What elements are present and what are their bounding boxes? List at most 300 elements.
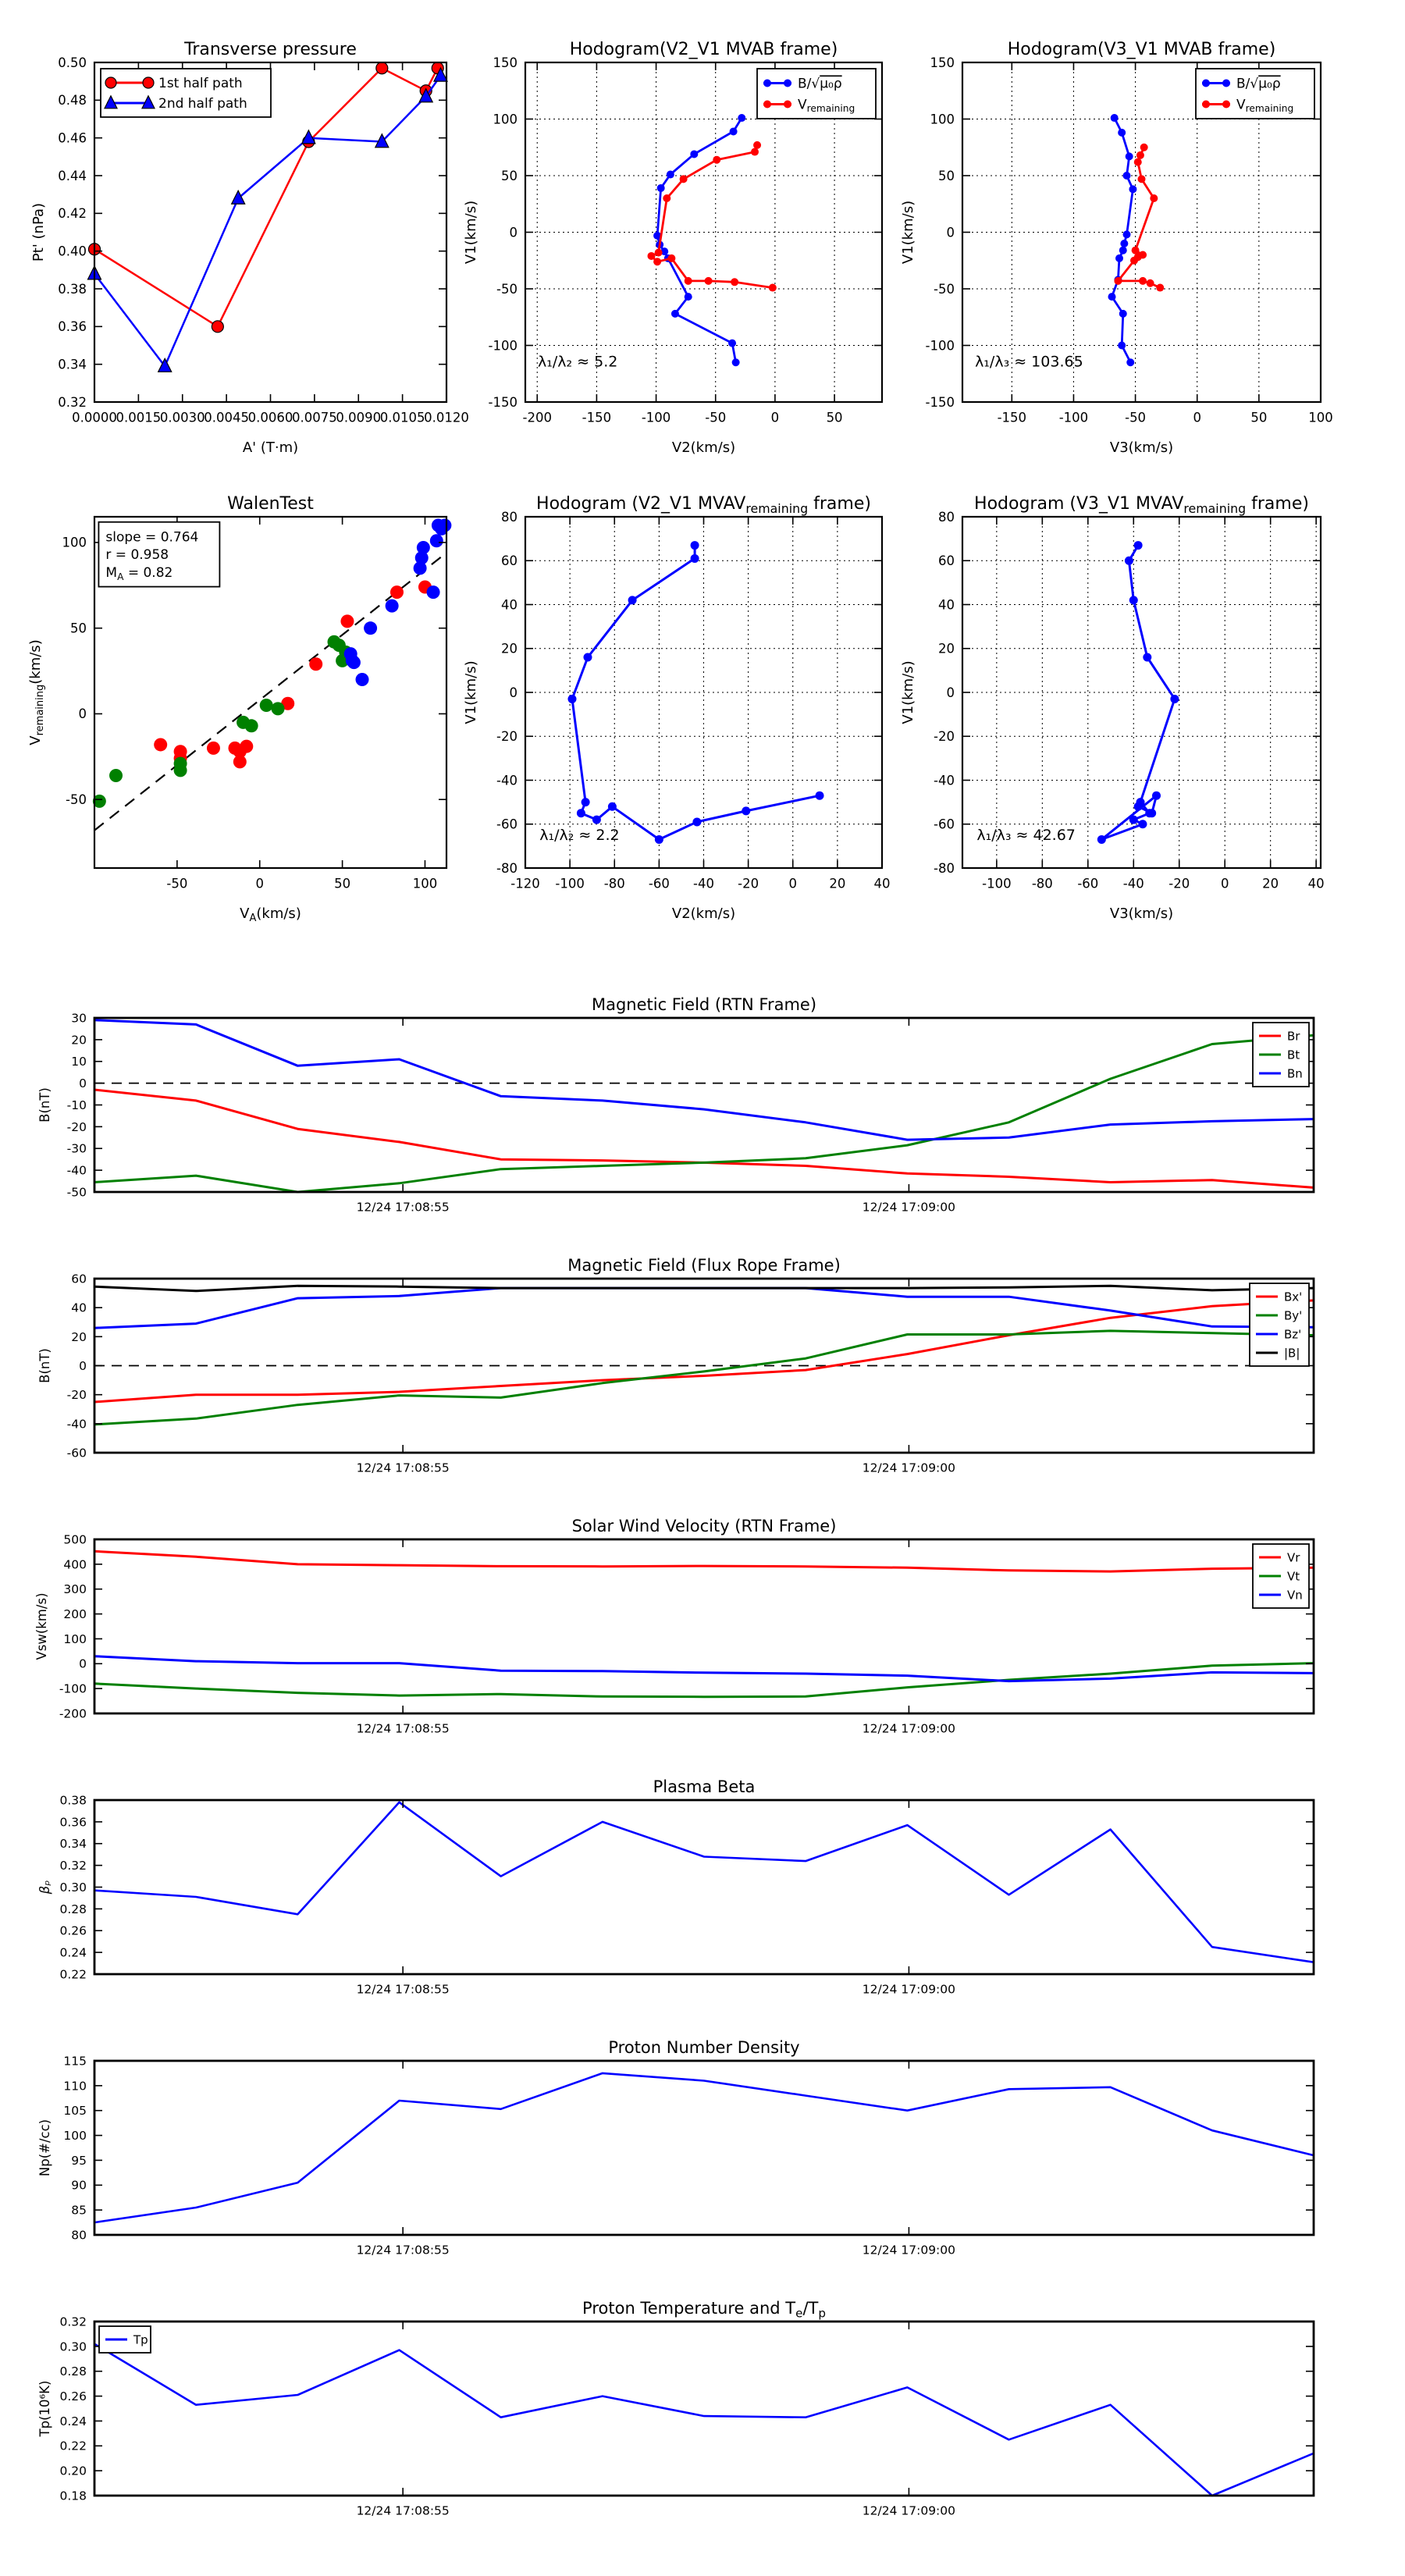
marker-dot <box>671 310 679 318</box>
y-tick-label: 95 <box>71 2153 87 2168</box>
y-axis-label: B(nT) <box>37 1348 52 1383</box>
series-b-sqrt-mu0rho <box>653 114 745 366</box>
y-tick-label: 0.34 <box>58 357 87 372</box>
marker-dot <box>1147 809 1156 817</box>
marker-dot <box>1108 293 1116 301</box>
x-tick-label: -150 <box>997 410 1027 425</box>
y-axis-label: Vsw(km/s) <box>34 1592 49 1660</box>
x-tick-label: 0.0090 <box>336 410 382 425</box>
marker-dot <box>1125 557 1133 565</box>
marker-dot <box>769 284 777 292</box>
marker-dot <box>567 695 576 703</box>
marker-dot <box>728 340 736 347</box>
series-line <box>94 2344 1314 2496</box>
y-axis-label: $V_{remaining}(km/s)$ <box>27 639 46 745</box>
y-tick-label: 0 <box>509 225 518 240</box>
y-axis-label: Pt' (nPa) <box>30 202 47 262</box>
y-tick-label: 100 <box>62 535 87 550</box>
x-axis-label: V2(km/s) <box>671 439 736 456</box>
series-line <box>94 1090 1314 1187</box>
annotation-text: r = 0.958 <box>105 547 169 564</box>
series-br <box>94 1090 1314 1187</box>
y-tick-label: 0 <box>78 706 87 722</box>
marker-dot <box>582 798 590 806</box>
y-tick-label: 50 <box>70 621 87 636</box>
y-tick-label: 0.44 <box>58 168 87 183</box>
marker-dot <box>1202 80 1210 87</box>
series-hodogram-line <box>1097 541 1179 844</box>
x-tick-label: -200 <box>522 410 552 425</box>
marker-dot <box>1115 254 1123 262</box>
marker-dot <box>1170 695 1179 703</box>
y-tick-label: -50 <box>496 281 518 297</box>
marker-dot <box>438 518 451 532</box>
y-tick-label: -100 <box>488 338 518 354</box>
y-tick-label: 0.20 <box>59 2464 87 2478</box>
y-tick-label: 400 <box>63 1557 87 1572</box>
marker-dot <box>690 150 698 158</box>
x-tick-label: 0.0060 <box>247 410 293 425</box>
y-tick-label: 100 <box>493 112 518 127</box>
legend-label: B/√μ₀ρ <box>798 76 842 92</box>
x-tick-label: 0.0120 <box>424 410 469 425</box>
marker-dot <box>240 740 253 753</box>
series-line <box>94 1802 1314 1962</box>
marker-dot <box>816 792 824 800</box>
marker-dot <box>1129 185 1136 193</box>
y-tick-label: 0.24 <box>59 2414 87 2428</box>
y-tick-label: 40 <box>938 597 955 613</box>
marker-dot <box>260 699 273 712</box>
chart-hodogram-v2v1-mvab <box>463 40 882 456</box>
y-tick-label: 50 <box>938 168 955 183</box>
marker-dot <box>680 175 688 183</box>
series-by-prime <box>94 1331 1314 1425</box>
y-tick-label: 20 <box>938 641 955 656</box>
series-vt <box>94 1663 1314 1697</box>
marker-dot <box>272 702 285 715</box>
annotation-text: λ₁/λ₃ ≈ 103.65 <box>975 353 1083 371</box>
legend-label: Bn <box>1287 1066 1303 1081</box>
y-tick-label: 0.18 <box>59 2489 87 2503</box>
marker-dot <box>655 835 663 844</box>
annotation-text: λ₁/λ₂ ≈ 2.2 <box>539 827 620 844</box>
y-tick-label: 300 <box>63 1582 87 1597</box>
marker-dot <box>390 585 404 599</box>
y-tick-label: 0.30 <box>59 2339 87 2354</box>
marker-dot <box>1129 816 1138 824</box>
x-tick-label: 0 <box>255 876 264 891</box>
y-tick-label: -60 <box>496 817 518 832</box>
annotation <box>975 353 1083 370</box>
y-tick-label: 20 <box>71 1329 87 1344</box>
y-tick-label: 0.26 <box>59 2389 87 2403</box>
chart-transverse-pressure <box>30 40 469 456</box>
legend-label: Tp <box>133 2332 148 2347</box>
y-tick-label: 80 <box>938 509 955 525</box>
marker-dot <box>731 278 738 286</box>
marker-dot <box>1118 129 1126 137</box>
legend-label: Vt <box>1287 1569 1300 1584</box>
y-tick-label: 10 <box>71 1055 87 1069</box>
marker-dot <box>1132 247 1140 254</box>
legend-label: Bz' <box>1284 1327 1302 1342</box>
series-np <box>94 2073 1314 2222</box>
marker-dot <box>1156 284 1164 292</box>
y-tick-label: -40 <box>66 1417 87 1432</box>
x-axis-label: $V_A(km/s)$ <box>240 906 301 924</box>
chart-title: Proton Temperature and $T_e/T_p$ <box>582 2299 826 2321</box>
y-tick-label: 20 <box>71 1033 87 1048</box>
series-bx-prime <box>94 1300 1314 1402</box>
x-tick-label: 20 <box>1262 876 1279 891</box>
y-tick-label: 100 <box>930 112 955 127</box>
x-tick-label: 0 <box>788 876 797 891</box>
marker-dot <box>340 614 354 628</box>
x-tick-label: 12/24 17:09:00 <box>862 1721 956 1736</box>
series-line <box>94 1331 1314 1425</box>
chart-title: Hodogram (V2_V1 $MVAV_{remaining}$ frame) <box>536 494 871 516</box>
x-tick-label: -20 <box>1168 876 1190 891</box>
marker-dot <box>583 653 592 662</box>
x-tick-label: 0.0075 <box>292 410 337 425</box>
marker-dot <box>732 358 740 366</box>
marker-dot <box>663 194 670 202</box>
y-tick-label: 0.32 <box>58 394 87 410</box>
y-tick-label: -20 <box>66 1119 87 1134</box>
x-tick-label: 0.0000 <box>72 410 117 425</box>
y-tick-label: 0.38 <box>58 281 87 297</box>
marker-dot <box>1130 257 1138 265</box>
marker-dot <box>691 554 699 563</box>
marker-dot <box>1119 247 1127 254</box>
marker-dot <box>1202 101 1210 109</box>
ticks <box>94 1800 1314 1974</box>
marker-dot <box>1138 175 1146 183</box>
marker-circle <box>105 77 116 88</box>
y-tick-label: -40 <box>496 773 518 788</box>
y-tick-label: -150 <box>925 394 955 410</box>
marker-dot <box>1114 277 1122 285</box>
series-beta-p <box>94 1802 1314 1962</box>
marker-dot <box>1222 101 1230 109</box>
series-vr <box>94 1551 1314 1571</box>
x-axis-label: V2(km/s) <box>671 906 736 922</box>
y-axis-label: Tp(10⁶K) <box>37 2380 52 2437</box>
marker-dot <box>1129 596 1138 604</box>
y-tick-label: 0.28 <box>59 2364 87 2379</box>
y-tick-label: -150 <box>488 394 518 410</box>
annotation-text: slope = 0.764 <box>105 529 199 546</box>
y-tick-label: -100 <box>59 1681 87 1696</box>
series-bt <box>94 1035 1314 1192</box>
marker-dot <box>1140 144 1148 151</box>
marker-dot <box>592 816 601 824</box>
x-tick-label: 0.0015 <box>116 410 162 425</box>
x-tick-label: 0.0030 <box>159 410 205 425</box>
x-tick-label: -150 <box>582 410 612 425</box>
y-tick-label: -40 <box>934 773 955 788</box>
series-b-sqrt-mu0rho <box>1108 114 1137 366</box>
x-tick-label: -50 <box>166 876 188 891</box>
series-bn <box>94 1020 1314 1140</box>
y-tick-label: -10 <box>66 1098 87 1112</box>
y-tick-label: 0 <box>79 1656 87 1671</box>
series-line <box>652 145 773 288</box>
series-line <box>94 1663 1314 1697</box>
y-tick-label: 85 <box>71 2203 87 2218</box>
chart-walen-test <box>27 494 451 924</box>
marker-dot <box>427 585 440 599</box>
x-tick-label: -40 <box>1122 876 1144 891</box>
legend <box>1253 1023 1309 1087</box>
marker-dot <box>713 156 720 164</box>
x-tick-label: -100 <box>982 876 1012 891</box>
y-tick-label: 40 <box>71 1300 87 1315</box>
ticks <box>94 2322 1314 2496</box>
marker-triangle <box>232 190 245 204</box>
marker-dot <box>1143 653 1151 662</box>
series-bz-prime <box>94 1288 1314 1328</box>
axes-frame <box>94 2322 1314 2496</box>
legend-label: Br <box>1287 1029 1300 1044</box>
chart-title: Plasma Beta <box>653 1777 756 1796</box>
x-tick-label: -50 <box>1125 410 1147 425</box>
x-tick-label: 12/24 17:08:55 <box>356 1200 450 1215</box>
marker-dot <box>1152 792 1161 800</box>
y-tick-label: -100 <box>925 338 955 354</box>
chart-title: Hodogram (V3_V1 $MVAV_{remaining}$ frame) <box>974 494 1309 516</box>
y-tick-label: 105 <box>63 2104 87 2119</box>
x-tick-label: 12/24 17:08:55 <box>356 1721 450 1736</box>
marker-dot <box>356 673 369 686</box>
y-axis-label: V1(km/s) <box>463 660 479 724</box>
marker-dot <box>417 541 430 554</box>
annotation-text: $M_A = 0.82$ <box>105 565 173 582</box>
legend-label: Vr <box>1287 1550 1300 1565</box>
marker-dot <box>1136 151 1144 159</box>
marker-dot <box>154 738 167 751</box>
x-tick-label: 12/24 17:09:00 <box>862 1200 956 1215</box>
marker-dot <box>691 541 699 550</box>
y-tick-label: -200 <box>59 1706 87 1721</box>
y-tick-label: 0.50 <box>58 55 87 70</box>
x-tick-label: 0.0045 <box>204 410 249 425</box>
marker-dot <box>1134 802 1143 811</box>
chart-title: WalenTest <box>227 494 314 514</box>
marker-dot <box>647 252 655 260</box>
marker-dot <box>1222 80 1230 87</box>
y-tick-label: 50 <box>501 168 518 183</box>
marker-dot <box>655 249 663 257</box>
legend <box>101 69 271 117</box>
y-tick-label: 90 <box>71 2178 87 2193</box>
annotation-text: λ₁/λ₂ ≈ 5.2 <box>537 353 618 371</box>
legend-label: 1st half path <box>158 75 243 91</box>
y-tick-label: 150 <box>930 55 955 70</box>
x-tick-label: -40 <box>693 876 714 891</box>
series-v-remaining <box>1114 144 1164 292</box>
marker-dot <box>1111 114 1119 122</box>
marker-dot <box>667 254 675 262</box>
chart-magnetic-field-flux-rope <box>37 1256 1314 1475</box>
series-line <box>94 1286 1314 1291</box>
x-tick-label: 12/24 17:08:55 <box>356 1982 450 1997</box>
marker-dot <box>386 600 399 613</box>
marker-dot <box>685 277 692 285</box>
x-axis-label: V3(km/s) <box>1109 439 1174 456</box>
chart-proton-temperature <box>37 2299 1314 2518</box>
series-vn <box>94 1656 1314 1681</box>
x-tick-label: -120 <box>510 876 540 891</box>
y-tick-label: -60 <box>934 817 955 832</box>
x-tick-label: -60 <box>648 876 670 891</box>
marker-dot <box>245 719 258 732</box>
marker-dot <box>347 656 361 669</box>
legend-label: $V_{remaining}$ <box>1236 97 1294 115</box>
chart-magnetic-field-rtn <box>37 995 1314 1215</box>
marker-dot <box>738 114 745 122</box>
y-axis-label: V1(km/s) <box>900 200 916 265</box>
chart-hodogram-v2v1-mvav <box>463 494 891 922</box>
legend-label: Vn <box>1287 1588 1303 1603</box>
y-tick-label: 0.28 <box>59 1902 87 1916</box>
marker-dot <box>577 809 585 817</box>
legend-label: B/√μ₀ρ <box>1236 76 1281 92</box>
y-tick-label: -40 <box>66 1163 87 1178</box>
legend-label: $V_{remaining}$ <box>798 97 855 115</box>
y-axis-label: V1(km/s) <box>463 200 479 265</box>
marker-dot <box>1097 835 1106 844</box>
y-tick-label: 0.42 <box>58 206 87 222</box>
marker-dot <box>730 127 738 135</box>
legend <box>99 2326 151 2353</box>
chart-proton-number-density <box>37 2038 1314 2258</box>
marker-dot <box>1123 230 1131 238</box>
marker-dot <box>309 657 322 671</box>
series-tp <box>94 2344 1314 2496</box>
marker-circle <box>212 321 223 333</box>
y-tick-label: 0.32 <box>59 2314 87 2329</box>
ticks <box>94 1018 1314 1192</box>
series-v-remaining <box>647 141 776 292</box>
x-tick-label: 50 <box>826 410 843 425</box>
y-tick-label: 0.22 <box>59 1967 87 1982</box>
series-line <box>94 2073 1314 2222</box>
x-tick-label: 0 <box>770 410 780 425</box>
marker-dot <box>207 742 220 755</box>
chart-plasma-beta <box>37 1777 1314 1997</box>
series-scatter-blue <box>344 518 452 686</box>
x-tick-label: 0.0105 <box>379 410 425 425</box>
y-tick-label: -80 <box>934 860 955 876</box>
x-tick-label: 12/24 17:08:55 <box>356 1461 450 1475</box>
x-tick-label: -80 <box>603 876 625 891</box>
marker-dot <box>1118 342 1126 350</box>
y-tick-label: -20 <box>496 729 518 745</box>
marker-dot <box>233 755 247 768</box>
annotation <box>98 522 219 587</box>
marker-dot <box>608 802 617 811</box>
y-tick-label: 60 <box>501 553 518 569</box>
x-tick-label: 50 <box>1250 410 1268 425</box>
y-tick-label: 0.40 <box>58 244 87 259</box>
marker-dot <box>1139 277 1147 285</box>
series-line <box>94 1551 1314 1571</box>
x-tick-label: -50 <box>705 410 727 425</box>
x-axis-label: V3(km/s) <box>1109 906 1174 922</box>
marker-dot <box>685 293 692 301</box>
x-tick-label: 40 <box>1307 876 1325 891</box>
legend-label: By' <box>1284 1308 1303 1323</box>
marker-dot <box>174 763 187 777</box>
y-tick-label: 0.46 <box>58 130 87 146</box>
x-tick-label: 12/24 17:09:00 <box>862 1982 956 1997</box>
y-tick-label: -60 <box>66 1446 87 1461</box>
y-axis-label: βₚ <box>37 1880 52 1895</box>
y-tick-label: 0.24 <box>59 1945 87 1960</box>
legend <box>1196 69 1314 119</box>
y-tick-label: -50 <box>934 281 955 297</box>
y-tick-label: 100 <box>63 1631 87 1646</box>
ticks <box>94 2061 1314 2235</box>
chart-title: Hodogram(V3_V1 MVAB frame) <box>1007 40 1276 59</box>
marker-circle <box>376 62 388 74</box>
x-tick-label: -60 <box>1077 876 1099 891</box>
y-tick-label: 150 <box>493 55 518 70</box>
legend-label: |B| <box>1284 1346 1300 1361</box>
chart-title: Proton Number Density <box>608 2038 800 2057</box>
x-tick-label: 20 <box>829 876 846 891</box>
marker-dot <box>751 148 759 156</box>
marker-dot <box>109 769 123 782</box>
legend-label: Bt <box>1287 1048 1300 1062</box>
y-axis-label: V1(km/s) <box>900 660 916 724</box>
marker-dot <box>692 817 701 826</box>
x-tick-label: -100 <box>555 876 585 891</box>
x-tick-label: 0 <box>1193 410 1201 425</box>
axes-frame <box>94 2061 1314 2235</box>
marker-dot <box>784 101 791 109</box>
x-axis-label: A' (T·m) <box>242 439 299 456</box>
y-tick-label: 80 <box>71 2228 87 2243</box>
chart-hodogram-v3v1-mvav <box>900 494 1325 922</box>
y-tick-label: 80 <box>501 509 518 525</box>
series-b-magnitude <box>94 1286 1314 1291</box>
y-tick-label: 0.22 <box>59 2439 87 2453</box>
x-tick-label: 12/24 17:08:55 <box>356 2503 450 2518</box>
x-tick-label: 100 <box>412 876 438 891</box>
marker-dot <box>705 277 713 285</box>
y-tick-label: -20 <box>934 729 955 745</box>
marker-dot <box>742 806 750 815</box>
marker-dot <box>1120 240 1128 247</box>
marker-circle <box>143 77 154 88</box>
legend <box>1253 1544 1309 1608</box>
y-axis-label: B(nT) <box>37 1087 52 1123</box>
y-tick-label: 0.32 <box>59 1859 87 1873</box>
y-tick-label: 0.36 <box>59 1815 87 1830</box>
marker-dot <box>763 101 771 109</box>
x-tick-label: 12/24 17:09:00 <box>862 1461 956 1475</box>
legend <box>1250 1283 1309 1366</box>
series-line <box>94 1035 1314 1192</box>
series-line <box>94 1020 1314 1140</box>
y-tick-label: -20 <box>66 1388 87 1403</box>
series-line <box>572 546 820 840</box>
y-axis-label: Np(#/cc) <box>37 2119 52 2177</box>
axes-frame <box>94 1800 1314 1974</box>
